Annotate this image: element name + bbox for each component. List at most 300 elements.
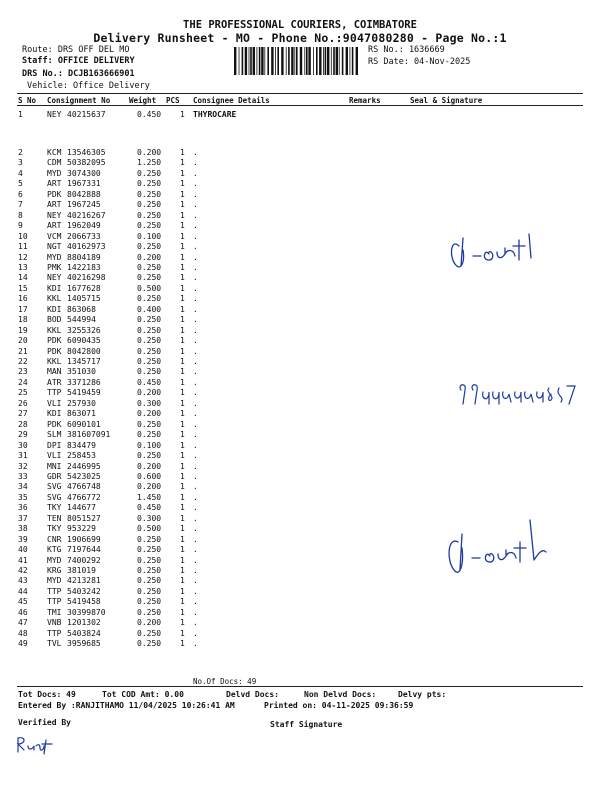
row-consignment-prefix: VCM [47, 231, 62, 241]
row-consignment-number: 5423025 [67, 471, 101, 481]
row-weight: 0.300 [137, 513, 162, 523]
row-sno: 6 [18, 189, 23, 199]
row-sno: 13 [18, 262, 28, 272]
company-title: THE PROFESSIONAL COURIERS, COIMBATORE [183, 19, 417, 31]
row-consignment-prefix: PMK [47, 262, 62, 272]
row-consignment-prefix: MYD [47, 168, 62, 178]
row-pcs: 1 [180, 158, 185, 168]
row-pcs: 1 [180, 304, 185, 314]
row-consignment-prefix: TVL [47, 639, 62, 649]
row-sno: 20 [18, 336, 28, 346]
row-consignee: . [193, 325, 198, 335]
vehicle-label: Vehicle: Office Delivery [27, 81, 150, 91]
table-row [0, 493, 600, 502]
row-weight: 0.200 [137, 252, 162, 262]
row-sno: 27 [18, 409, 28, 419]
row-weight: 0.450 [137, 503, 162, 513]
row-consignment-prefix: MYD [47, 576, 62, 586]
row-sno: 2 [18, 148, 23, 157]
barcode-image [234, 47, 362, 75]
row-weight: 0.250 [137, 315, 162, 325]
row-weight: 1.450 [137, 492, 162, 502]
row-weight: 0.250 [137, 607, 162, 617]
row-consignment-number: 50382095 [67, 158, 106, 168]
row-sno: 25 [18, 388, 28, 398]
row-consignment-prefix: KDI [47, 304, 62, 314]
row-consignment-prefix: MYD [47, 252, 62, 262]
table-row [0, 482, 600, 491]
row-sno: 7 [18, 200, 23, 210]
row-consignment-prefix: TKY [47, 524, 62, 534]
no-of-docs: No.Of Docs: 49 [193, 677, 257, 686]
row-consignment-number: 1906699 [67, 534, 101, 544]
row-sno: 1 [18, 110, 23, 119]
row-consignment-number: 351030 [67, 367, 96, 377]
row-weight: 0.250 [137, 262, 162, 272]
row-sno: 23 [18, 367, 28, 377]
row-weight: 0.250 [137, 639, 162, 649]
row-weight: 0.250 [137, 294, 162, 304]
row-weight: 0.250 [137, 545, 162, 555]
runsheet-title: Delivery Runsheet - MO - Phone No.:9047080280 - Page No.:1 [93, 31, 507, 45]
row-sno: 46 [18, 607, 28, 617]
row-pcs: 1 [180, 471, 185, 481]
row-sno: 30 [18, 440, 28, 450]
row-consignment-prefix: BOD [47, 315, 62, 325]
row-pcs: 1 [180, 294, 185, 304]
row-consignee: . [193, 252, 198, 262]
row-consignee: . [193, 639, 198, 649]
row-sno: 35 [18, 492, 28, 502]
row-pcs: 1 [180, 262, 185, 272]
row-weight: 0.250 [137, 273, 162, 283]
row-consignment-number: 5403824 [67, 628, 101, 638]
row-weight: 0.200 [137, 482, 162, 492]
row-sno: 26 [18, 398, 28, 408]
row-pcs: 1 [180, 357, 185, 366]
row-consignment-number: 1345717 [67, 357, 101, 366]
row-sno: 48 [18, 628, 28, 638]
row-consignee: . [193, 461, 198, 471]
row-consignment-prefix: NGT [47, 242, 62, 252]
header-bottom-rule [17, 105, 583, 106]
row-consignee: . [193, 377, 198, 387]
table-row [0, 441, 600, 450]
row-consignment-prefix: ART [47, 200, 62, 210]
row-sno: 17 [18, 304, 28, 314]
row-consignee: . [193, 398, 198, 408]
printed-on: Printed on: 04-11-2025 09:36:59 [264, 701, 414, 710]
row-consignment-prefix: KKL [47, 325, 62, 335]
verifier-initials [14, 734, 58, 756]
row-consignee: . [193, 440, 198, 450]
row-pcs: 1 [180, 273, 185, 283]
row-pcs: 1 [180, 419, 185, 429]
row-consignee: . [193, 262, 198, 272]
row-consignee: . [193, 566, 198, 575]
row-sno: 44 [18, 586, 28, 596]
row-pcs: 1 [180, 242, 185, 252]
handwritten-signature-2 [442, 508, 560, 583]
row-consignment-number: 3371286 [67, 377, 101, 387]
row-pcs: 1 [180, 545, 185, 555]
table-row [0, 420, 600, 429]
row-sno: 49 [18, 639, 28, 649]
row-pcs: 1 [180, 639, 185, 649]
row-pcs: 1 [180, 168, 185, 178]
row-consignment-prefix: TTP [47, 388, 62, 398]
table-row [0, 608, 600, 617]
row-weight: 0.200 [137, 618, 162, 628]
table-row [0, 190, 600, 199]
row-sno: 32 [18, 461, 28, 471]
row-consignment-number: 40215637 [67, 110, 106, 119]
row-consignment-number: 834479 [67, 440, 96, 450]
row-pcs: 1 [180, 618, 185, 628]
row-weight: 0.450 [137, 110, 162, 119]
row-pcs: 1 [180, 221, 185, 231]
row-sno: 11 [18, 242, 28, 252]
row-consignee: . [193, 357, 198, 366]
row-weight: 0.100 [137, 231, 162, 241]
table-row [0, 326, 600, 335]
col-consignment: Consignment No [47, 96, 111, 105]
table-row [0, 367, 600, 376]
row-weight: 0.250 [137, 451, 162, 461]
row-consignee: . [193, 492, 198, 502]
row-consignment-prefix: TTP [47, 628, 62, 638]
row-consignment-number: 30399870 [67, 607, 106, 617]
row-sno: 41 [18, 555, 28, 565]
row-weight: 0.250 [137, 419, 162, 429]
col-remarks: Remarks [349, 96, 381, 105]
row-consignment-prefix: CNR [47, 534, 62, 544]
row-consignee: . [193, 503, 198, 513]
row-consignment-number: 7197644 [67, 545, 101, 555]
row-weight: 0.200 [137, 388, 162, 398]
row-sno: 4 [18, 168, 23, 178]
row-pcs: 1 [180, 451, 185, 461]
row-weight: 0.200 [137, 461, 162, 471]
table-row [0, 158, 600, 167]
row-consignment-prefix: GDR [47, 471, 62, 481]
row-consignee: . [193, 367, 198, 377]
row-sno: 47 [18, 618, 28, 628]
row-consignment-number: 6090101 [67, 419, 101, 429]
row-consignment-prefix: TEN [47, 513, 62, 523]
staff-signature: Staff Signature [270, 720, 343, 729]
row-consignment-number: 258453 [67, 451, 96, 461]
row-weight: 0.250 [137, 566, 162, 575]
row-consignment-number: 8042888 [67, 189, 101, 199]
row-sno: 16 [18, 294, 28, 304]
row-consignment-number: 381607091 [67, 430, 111, 440]
row-consignee: . [193, 482, 198, 492]
row-pcs: 1 [180, 628, 185, 638]
row-pcs: 1 [180, 231, 185, 241]
row-consignee: THYROCARE [193, 110, 237, 119]
row-consignment-number: 1967245 [67, 200, 101, 210]
row-consignee: . [193, 273, 198, 283]
row-consignment-number: 1967331 [67, 179, 101, 189]
row-consignee: . [193, 179, 198, 189]
row-consignee: . [193, 513, 198, 523]
col-pcs: PCS [166, 96, 180, 105]
row-consignment-prefix: KCM [47, 148, 62, 157]
row-weight: 0.500 [137, 524, 162, 534]
footer-rule [17, 686, 583, 687]
row-consignee: . [193, 555, 198, 565]
row-consignee: . [193, 471, 198, 481]
table-row [0, 110, 600, 119]
row-weight: 0.200 [137, 148, 162, 157]
table-row [0, 179, 600, 188]
row-consignee: . [193, 189, 198, 199]
row-sno: 3 [18, 158, 23, 168]
row-consignee: . [193, 576, 198, 586]
row-pcs: 1 [180, 110, 185, 119]
entered-by: Entered By :RANJITHAMO 11/04/2025 10:26:41 AM [18, 701, 235, 710]
row-sno: 14 [18, 273, 28, 283]
row-weight: 0.250 [137, 210, 162, 220]
row-pcs: 1 [180, 534, 185, 544]
row-consignment-number: 144677 [67, 503, 96, 513]
row-consignment-prefix: MNI [47, 461, 62, 471]
header-top-rule [17, 93, 583, 94]
row-consignment-number: 8804189 [67, 252, 101, 262]
row-consignee: . [193, 430, 198, 440]
row-weight: 0.250 [137, 325, 162, 335]
row-weight: 0.250 [137, 189, 162, 199]
drs-number: DRS No.: DCJB163666901 [22, 69, 135, 79]
table-row [0, 357, 600, 366]
tot-cod: Tot COD Amt: 0.00 [102, 690, 184, 699]
row-weight: 0.450 [137, 377, 162, 387]
handwritten-signature-1 [445, 228, 555, 278]
row-weight: 0.250 [137, 576, 162, 586]
row-consignment-prefix: TTP [47, 597, 62, 607]
row-consignment-prefix: TMI [47, 607, 62, 617]
row-weight: 0.600 [137, 471, 162, 481]
row-consignee: . [193, 545, 198, 555]
row-consignee: . [193, 451, 198, 461]
row-consignment-prefix: KDI [47, 409, 62, 419]
row-consignment-number: 5419459 [67, 388, 101, 398]
row-sno: 29 [18, 430, 28, 440]
row-pcs: 1 [180, 346, 185, 356]
row-consignee: . [193, 419, 198, 429]
col-consignee: Consignee Details [193, 96, 270, 105]
row-sno: 21 [18, 346, 28, 356]
row-sno: 15 [18, 283, 28, 293]
row-consignment-number: 40216267 [67, 210, 106, 220]
row-weight: 0.250 [137, 367, 162, 377]
row-weight: 0.500 [137, 283, 162, 293]
row-consignment-prefix: NEY [47, 210, 62, 220]
row-consignment-number: 2066733 [67, 231, 101, 241]
rs-date: RS Date: 04-Nov-2025 [368, 57, 471, 67]
row-weight: 0.250 [137, 628, 162, 638]
row-consignment-number: 5403242 [67, 586, 101, 596]
row-consignment-number: 1962049 [67, 221, 101, 231]
row-weight: 0.400 [137, 304, 162, 314]
row-weight: 0.100 [137, 440, 162, 450]
row-pcs: 1 [180, 367, 185, 377]
row-pcs: 1 [180, 430, 185, 440]
table-row [0, 347, 600, 356]
row-consignee: . [193, 294, 198, 304]
row-consignment-prefix: ART [47, 179, 62, 189]
row-consignment-number: 40162973 [67, 242, 106, 252]
row-consignment-prefix: VLI [47, 398, 62, 408]
row-consignee: . [193, 158, 198, 168]
row-consignment-prefix: TTP [47, 586, 62, 596]
non-delvd-docs: Non Delvd Docs: [304, 690, 377, 699]
table-row [0, 451, 600, 460]
route-label: Route: DRS OFF DEL MO [22, 45, 130, 55]
row-consignee: . [193, 304, 198, 314]
row-consignee: . [193, 168, 198, 178]
row-consignment-prefix: KKL [47, 357, 62, 366]
rs-number: RS No.: 1636669 [368, 45, 445, 55]
row-sno: 36 [18, 503, 28, 513]
row-consignment-number: 1405715 [67, 294, 101, 304]
row-sno: 31 [18, 451, 28, 461]
row-sno: 5 [18, 179, 23, 189]
row-consignment-number: 5419458 [67, 597, 101, 607]
row-consignment-number: 381019 [67, 566, 96, 575]
row-weight: 0.250 [137, 242, 162, 252]
row-weight: 0.250 [137, 430, 162, 440]
row-consignment-prefix: PDK [47, 346, 62, 356]
row-weight: 0.250 [137, 534, 162, 544]
table-row [0, 305, 600, 314]
row-sno: 43 [18, 576, 28, 586]
table-row [0, 148, 600, 157]
table-row [0, 409, 600, 418]
row-consignee: . [193, 221, 198, 231]
row-pcs: 1 [180, 586, 185, 596]
table-row [0, 597, 600, 606]
handwritten-phone-note [455, 378, 580, 410]
row-consignee: . [193, 315, 198, 325]
row-consignment-number: 6090435 [67, 336, 101, 346]
row-sno: 34 [18, 482, 28, 492]
row-consignment-prefix: KDI [47, 283, 62, 293]
row-pcs: 1 [180, 148, 185, 157]
row-consignment-prefix: CDM [47, 158, 62, 168]
row-consignee: . [193, 524, 198, 534]
row-consignment-number: 4766748 [67, 482, 101, 492]
table-row [0, 629, 600, 638]
table-row [0, 315, 600, 324]
table-row [0, 294, 600, 303]
row-sno: 12 [18, 252, 28, 262]
row-consignment-prefix: NEY [47, 273, 62, 283]
delvy-pts: Delvy pts: [398, 690, 447, 699]
row-consignment-prefix: VNB [47, 618, 62, 628]
row-weight: 0.300 [137, 398, 162, 408]
row-consignment-prefix: TKY [47, 503, 62, 513]
row-consignee: . [193, 242, 198, 252]
row-consignment-number: 3074300 [67, 168, 101, 178]
row-weight: 0.250 [137, 200, 162, 210]
row-consignment-number: 13546305 [67, 148, 106, 157]
row-consignment-number: 8051527 [67, 513, 101, 523]
row-weight: 0.250 [137, 221, 162, 231]
row-weight: 0.250 [137, 346, 162, 356]
row-consignment-number: 1677628 [67, 283, 101, 293]
col-weight: Weight [129, 96, 157, 105]
row-sno: 37 [18, 513, 28, 523]
row-pcs: 1 [180, 597, 185, 607]
row-consignment-number: 40216298 [67, 273, 106, 283]
row-consignee: . [193, 388, 198, 398]
row-sno: 38 [18, 524, 28, 534]
table-row [0, 587, 600, 596]
row-consignee: . [193, 597, 198, 607]
row-consignment-number: 257930 [67, 398, 96, 408]
row-consignment-prefix: PDK [47, 189, 62, 199]
row-sno: 10 [18, 231, 28, 241]
row-consignment-number: 1422183 [67, 262, 101, 272]
row-consignment-prefix: NEY [47, 110, 62, 119]
row-weight: 0.250 [137, 555, 162, 565]
row-weight: 0.250 [137, 336, 162, 346]
row-consignment-prefix: DPI [47, 440, 62, 450]
row-consignment-prefix: KTG [47, 545, 62, 555]
row-sno: 28 [18, 419, 28, 429]
row-sno: 19 [18, 325, 28, 335]
table-row [0, 618, 600, 627]
row-consignee: . [193, 231, 198, 241]
row-consignment-prefix: SVG [47, 492, 62, 502]
row-sno: 18 [18, 315, 28, 325]
row-sno: 9 [18, 221, 23, 231]
row-pcs: 1 [180, 482, 185, 492]
row-pcs: 1 [180, 503, 185, 513]
row-sno: 8 [18, 210, 23, 220]
table-row [0, 169, 600, 178]
row-consignment-prefix: PDK [47, 419, 62, 429]
row-pcs: 1 [180, 409, 185, 419]
row-weight: 0.250 [137, 179, 162, 189]
row-sno: 42 [18, 566, 28, 575]
row-consignee: . [193, 148, 198, 157]
col-seal-signature: Seal & Signature [410, 96, 483, 105]
row-sno: 40 [18, 545, 28, 555]
row-pcs: 1 [180, 336, 185, 346]
row-sno: 45 [18, 597, 28, 607]
row-consignee: . [193, 586, 198, 596]
row-consignment-number: 1201302 [67, 618, 101, 628]
row-consignee: . [193, 618, 198, 628]
row-pcs: 1 [180, 607, 185, 617]
row-pcs: 1 [180, 461, 185, 471]
row-consignment-prefix: KKL [47, 294, 62, 304]
row-pcs: 1 [180, 492, 185, 502]
row-pcs: 1 [180, 179, 185, 189]
row-consignee: . [193, 336, 198, 346]
tot-docs: Tot Docs: 49 [18, 690, 76, 699]
table-row [0, 284, 600, 293]
row-consignment-number: 863068 [67, 304, 96, 314]
row-consignment-prefix: SLM [47, 430, 62, 440]
row-consignment-prefix: ART [47, 221, 62, 231]
row-pcs: 1 [180, 524, 185, 534]
row-sno: 39 [18, 534, 28, 544]
table-row [0, 336, 600, 345]
